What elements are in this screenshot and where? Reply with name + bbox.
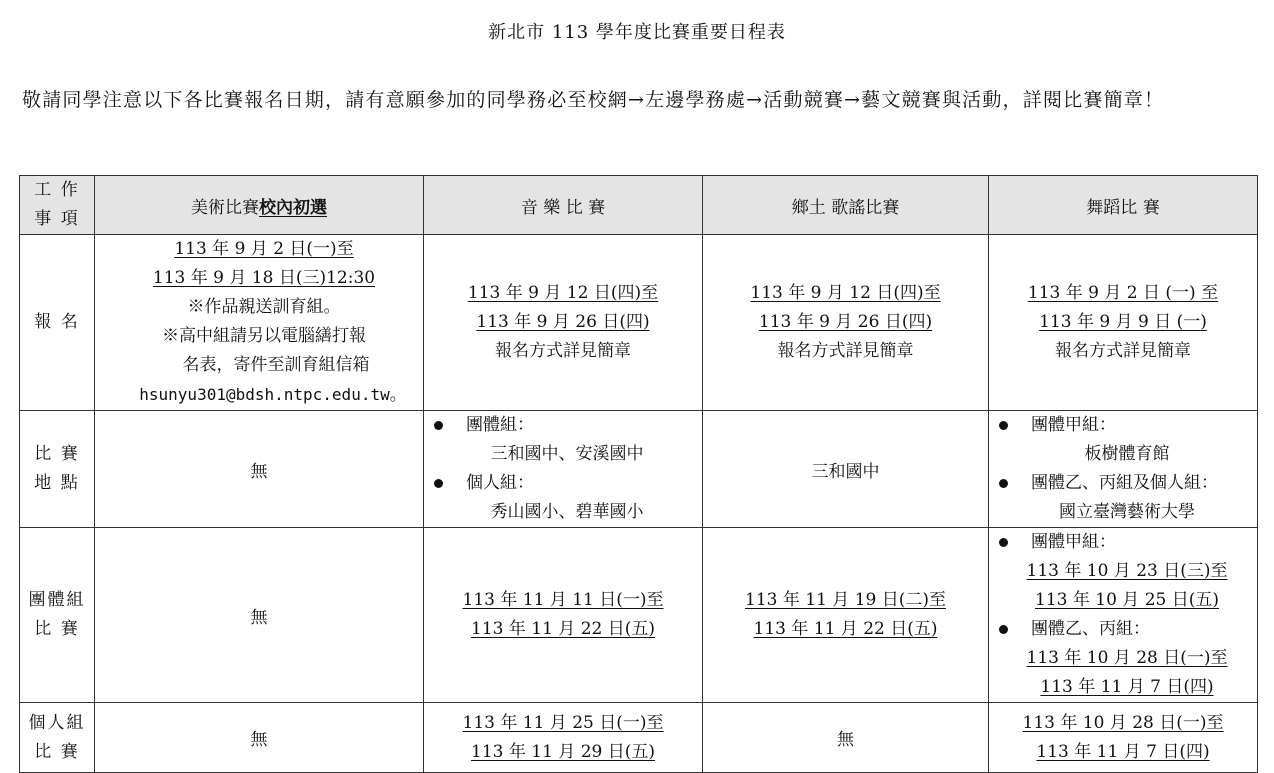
folk-team-date-start: 113 年 11 月 19 日(二)至: [745, 590, 946, 610]
dance-loc-team-a-venue: 板樹體育館: [1084, 444, 1170, 464]
folk-reg-date-start: 113 年 9 月 12 日(四)至: [750, 283, 941, 303]
row-label-location: [20, 411, 95, 528]
individual-label-line-2: 比 賽: [34, 741, 80, 762]
header-art-underlined: 校內初選: [259, 197, 327, 218]
schedule-table: [19, 175, 1258, 773]
location-label-line-2: 地 點: [34, 473, 80, 493]
cell-team-folk: [703, 528, 989, 703]
cell-individual-art: 無: [95, 703, 424, 773]
music-loc-bullet-individual: 個人組：: [432, 469, 702, 498]
row-label-team: [20, 528, 95, 703]
dance-team-a-date-end: 113 年 10 月 25 日(五): [1035, 590, 1219, 610]
individual-label-line-1: 個人組: [28, 712, 86, 733]
art-note-1: ※作品親送訓育組。: [187, 297, 341, 317]
cell-location-art: 無: [95, 411, 424, 528]
music-reg-date-start: 113 年 9 月 12 日(四)至: [467, 283, 659, 303]
dance-loc-bullet-team-a: 團體甲組：: [997, 411, 1257, 440]
row-register: [20, 235, 1258, 411]
cell-team-art: 無: [95, 528, 424, 703]
cell-location-music: [424, 411, 703, 528]
dance-reg-date-start: 113 年 9 月 2 日 (一) 至: [1027, 283, 1219, 303]
music-team-date-start: 113 年 11 月 11 日(一)至: [462, 590, 664, 610]
cell-register-folk: [703, 235, 989, 411]
header-row: [20, 176, 1258, 235]
dance-team-bullet-a: 團體甲組：: [997, 528, 1257, 557]
row-team: [20, 528, 1258, 703]
music-ind-date-start: 113 年 11 月 25 日(一)至: [462, 712, 664, 733]
dance-team-a-date-start: 113 年 10 月 23 日(三)至: [1026, 561, 1228, 581]
music-ind-date-end: 113 年 11 月 29 日(五): [471, 741, 655, 762]
team-label-line-1: 團體組: [28, 590, 86, 610]
row-label-individual: [20, 703, 95, 773]
dance-loc-bullet-others: 團體乙、丙組及個人組：: [997, 469, 1257, 498]
music-loc-team-venue: 三和國中、安溪國中: [490, 444, 644, 464]
cell-location-folk: 三和國中: [703, 411, 989, 528]
cell-register-music: [424, 235, 703, 411]
header-dance: 舞蹈比 賽: [989, 176, 1258, 235]
dance-team-bullet-bc: 團體乙、丙組：: [997, 615, 1257, 644]
art-date-start: 113 年 9 月 2 日(一)至: [174, 239, 354, 259]
art-note-3: 名表，寄件至訓育組信箱: [182, 355, 370, 375]
cell-individual-folk: 無: [703, 703, 989, 773]
cell-team-dance: [989, 528, 1258, 703]
dance-ind-date-end: 113 年 11 月 7 日(四): [1036, 741, 1210, 762]
art-date-end: 113 年 9 月 18 日(三)12:30: [152, 268, 376, 288]
folk-reg-date-end: 113 年 9 月 26 日(四): [758, 312, 933, 332]
row-location: [20, 411, 1258, 528]
music-team-date-end: 113 年 11 月 22 日(五): [471, 619, 655, 639]
music-loc-bullet-team: 團體組：: [432, 411, 702, 440]
header-music: 音 樂 比 賽: [424, 176, 703, 235]
cell-individual-music: [424, 703, 703, 773]
header-art-prefix: 美術比賽: [191, 197, 259, 218]
row-individual: [20, 703, 1258, 773]
music-reg-date-end: 113 年 9 月 26 日(四): [476, 312, 650, 332]
dance-loc-others-venue: 國立臺灣藝術大學: [1059, 502, 1195, 522]
team-label-line-2: 比 賽: [34, 619, 80, 639]
cell-team-music: [424, 528, 703, 703]
intro-paragraph: 敬請同學注意以下各比賽報名日期，請有意願參加的同學務必至校網→左邊學務處→活動競賽→藝文競賽與活動，詳閱比賽簡章！: [22, 89, 1165, 111]
music-loc-individual-venue: 秀山國小、碧華國小: [490, 502, 644, 522]
folk-team-date-end: 113 年 11 月 22 日(五): [753, 619, 938, 639]
header-art: [95, 176, 424, 235]
location-label-line-1: 比 賽: [34, 444, 80, 464]
dance-team-bc-date-end: 113 年 11 月 7 日(四): [1040, 677, 1214, 697]
cell-register-dance: [989, 235, 1258, 411]
art-note-2: ※高中組請另以電腦繕打報: [162, 326, 366, 346]
cell-individual-dance: [989, 703, 1258, 773]
art-email-link[interactable]: hsunyu301@bdsh.ntpc.edu.tw: [139, 385, 390, 404]
page-title: 新北市 113 學年度比賽重要日程表: [488, 22, 786, 43]
dance-ind-date-start: 113 年 10 月 28 日(一)至: [1022, 712, 1224, 733]
row-label-register: 報 名: [20, 235, 95, 411]
folk-reg-note: 報名方式詳見簡章: [777, 341, 914, 361]
corner-line-1: 工 作: [34, 180, 80, 200]
art-email-end: 。: [389, 385, 407, 405]
dance-reg-note: 報名方式詳見簡章: [1055, 341, 1191, 361]
corner-line-2: 事 項: [34, 209, 80, 229]
corner-header: [20, 176, 95, 235]
cell-register-art: [95, 235, 424, 411]
dance-team-bc-date-start: 113 年 10 月 28 日(一)至: [1026, 648, 1228, 668]
cell-location-dance: [989, 411, 1258, 528]
header-folk: 鄉土 歌謠比賽: [703, 176, 989, 235]
music-reg-note: 報名方式詳見簡章: [495, 341, 631, 361]
dance-reg-date-end: 113 年 9 月 9 日 (一): [1039, 312, 1207, 332]
